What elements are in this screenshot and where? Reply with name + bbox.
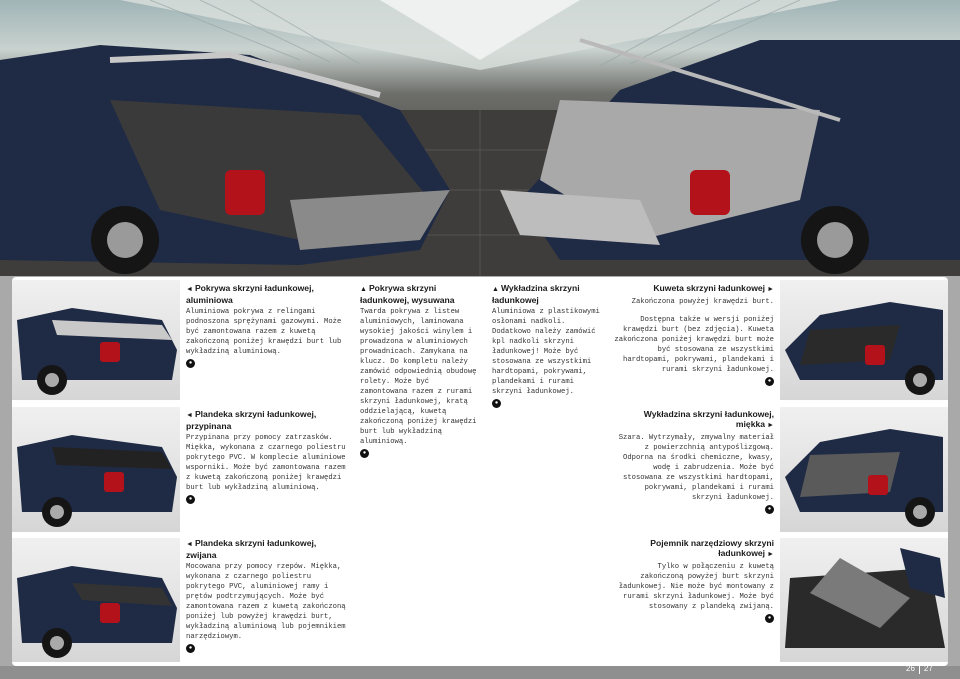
item-description: Aluminiowa z plastikowymi osłonami nadkoli. Dodatkowo należy zamówić kpl nadkoli skrzyni ładunkowej! Może być stosowana ze wszystkimi hardtopami, pokrywami, plandekami i rurami skrzyni ładunkowej.	[492, 308, 600, 396]
photo-kuweta	[780, 280, 948, 400]
item-title: Kuweta skrzyni ładunkowej ►	[653, 283, 774, 293]
item-description: Przypinana przy pomocy zatrzasków. Miękka, wykonana z czarnego poliestru pokrytego PVC. W komplecie aluminiowe wsporniki. Może być zamontowana razem z kuwetą zakończoną poniżej krawędzi burt lub wykładziną aluminiową.	[186, 434, 346, 492]
badge-icon: ●	[186, 359, 195, 368]
item-wykladzina-miekka	[612, 409, 774, 514]
truck-image	[12, 538, 180, 662]
photo-plandeka-zwijana	[12, 538, 180, 662]
item-title: Pojemnik narzędziowy skrzyni ładunkowej ►	[650, 538, 774, 558]
item-description: Aluminiowa pokrywa z relingami podnoszona sprężynami gazowymi. Może być zamontowana razem z kuwetą zakończoną poniżej krawędzi burt lub wykładziną aluminiową.	[186, 308, 342, 356]
item-pojemnik	[612, 538, 774, 623]
truck-image	[12, 407, 180, 532]
truck-image	[780, 280, 948, 400]
truck-image	[12, 280, 180, 400]
photo-plandeka-przypinana	[12, 407, 180, 532]
arrow-left-icon: ◄	[186, 541, 193, 548]
item-plandeka-zwijana	[186, 538, 346, 653]
item-description: Zakończona powyżej krawędzi burt.	[631, 298, 774, 306]
arrow-left-icon: ◄	[186, 286, 193, 293]
photo-pokrywa-aluminiowa	[12, 280, 180, 400]
page-numbers	[902, 664, 937, 674]
item-description: Twarda pokrywa z listew aluminiowych, laminowana wysokiej jakości winylem i prowadzona w aluminiowych prowadnicach. Zamykana na klucz. Do kompletu należy zamówić odpowiednią obudowę rolety. Może być zamontowana razem z rurami skrzyni ładunkowej, kratą oddzielającą, kuwetą zakończoną poniżej krawędzi burt lub wykładziną aluminiową.	[360, 308, 477, 446]
item-title: ▲ Pokrywa skrzyni ładunkowej, wysuwana	[360, 283, 455, 305]
item-description-2: Dostępna także w wersji poniżej krawędzi burt (bez zdjęcia). Kuweta zakończona poniżej krawędzi burt może być stosowana ze wszystkimi hardtopami, pokrywami, plandekami i rurami skrzyni ładunkowej.	[614, 316, 774, 374]
truck-image	[780, 407, 948, 532]
item-pokrywa-wysuwana	[360, 283, 478, 458]
item-title: ◄ Plandeka skrzyni ładunkowej, przypinana	[186, 409, 317, 431]
item-title: ◄ Pokrywa skrzyni ładunkowej, aluminiowa	[186, 283, 314, 305]
item-wykladzina	[492, 283, 602, 408]
arrow-up-icon: ▲	[360, 286, 367, 293]
item-pokrywa-aluminiowa	[186, 283, 351, 368]
badge-icon: ●	[186, 495, 195, 504]
page-number-right: 27	[923, 664, 933, 674]
truck-image	[780, 538, 948, 662]
item-description: Szara. Wytrzymały, zmywalny materiał z powierzchnią antypoślizgową. Odporna na środki chemiczne, kwasy, wodę i zabrudzenia. Może być stosowana ze wszystkimi hardtopami, pokrywami, plandekami i rurami skrzyni ładunkowej.	[618, 434, 774, 502]
arrow-right-icon: ►	[767, 422, 774, 429]
badge-icon: ●	[765, 377, 774, 386]
photo-wykladzina-miekka	[780, 407, 948, 532]
item-title: ▲ Wykładzina skrzyni ładunkowej	[492, 283, 580, 305]
photo-pojemnik	[780, 538, 948, 662]
arrow-left-icon: ◄	[186, 412, 193, 419]
item-title: ◄ Plandeka skrzyni ładunkowej, zwijana	[186, 538, 317, 560]
badge-icon: ●	[360, 449, 369, 458]
arrow-up-icon: ▲	[492, 286, 499, 293]
badge-icon: ●	[765, 614, 774, 623]
item-description: Mocowana przy pomocy rzepów. Miękka, wykonana z czarnego poliestru pokrytego PVC, aluminiowej ramy i prętów podtrzymujących. Może być zamontowana razem z kuwetą zakończoną poniżej lub powyżej krawędzi burt, wykładziną aluminiową lub pojemnikiem narzędziowym.	[186, 563, 346, 641]
badge-icon: ●	[765, 505, 774, 514]
item-kuweta	[612, 283, 774, 386]
item-description: Tylko w połączeniu z kuwetą zakończoną powyżej burt skrzyni ładunkowej. Nie może być montowany z rurami skrzyni ładunkowej. Może być stosowany z plandeką zwijaną.	[618, 563, 774, 611]
hero-photo	[0, 0, 960, 276]
arrow-right-icon: ►	[767, 286, 774, 293]
item-title: Wykładzina skrzyni ładunkowej, miękka ►	[643, 409, 774, 429]
item-plandeka-przypinana	[186, 409, 346, 504]
arrow-right-icon: ►	[767, 551, 774, 558]
badge-icon: ●	[186, 644, 195, 653]
page-number-left: 26	[906, 664, 915, 674]
badge-icon: ●	[492, 399, 501, 408]
bottom-strip	[0, 666, 960, 679]
hero-illustration	[0, 0, 960, 276]
